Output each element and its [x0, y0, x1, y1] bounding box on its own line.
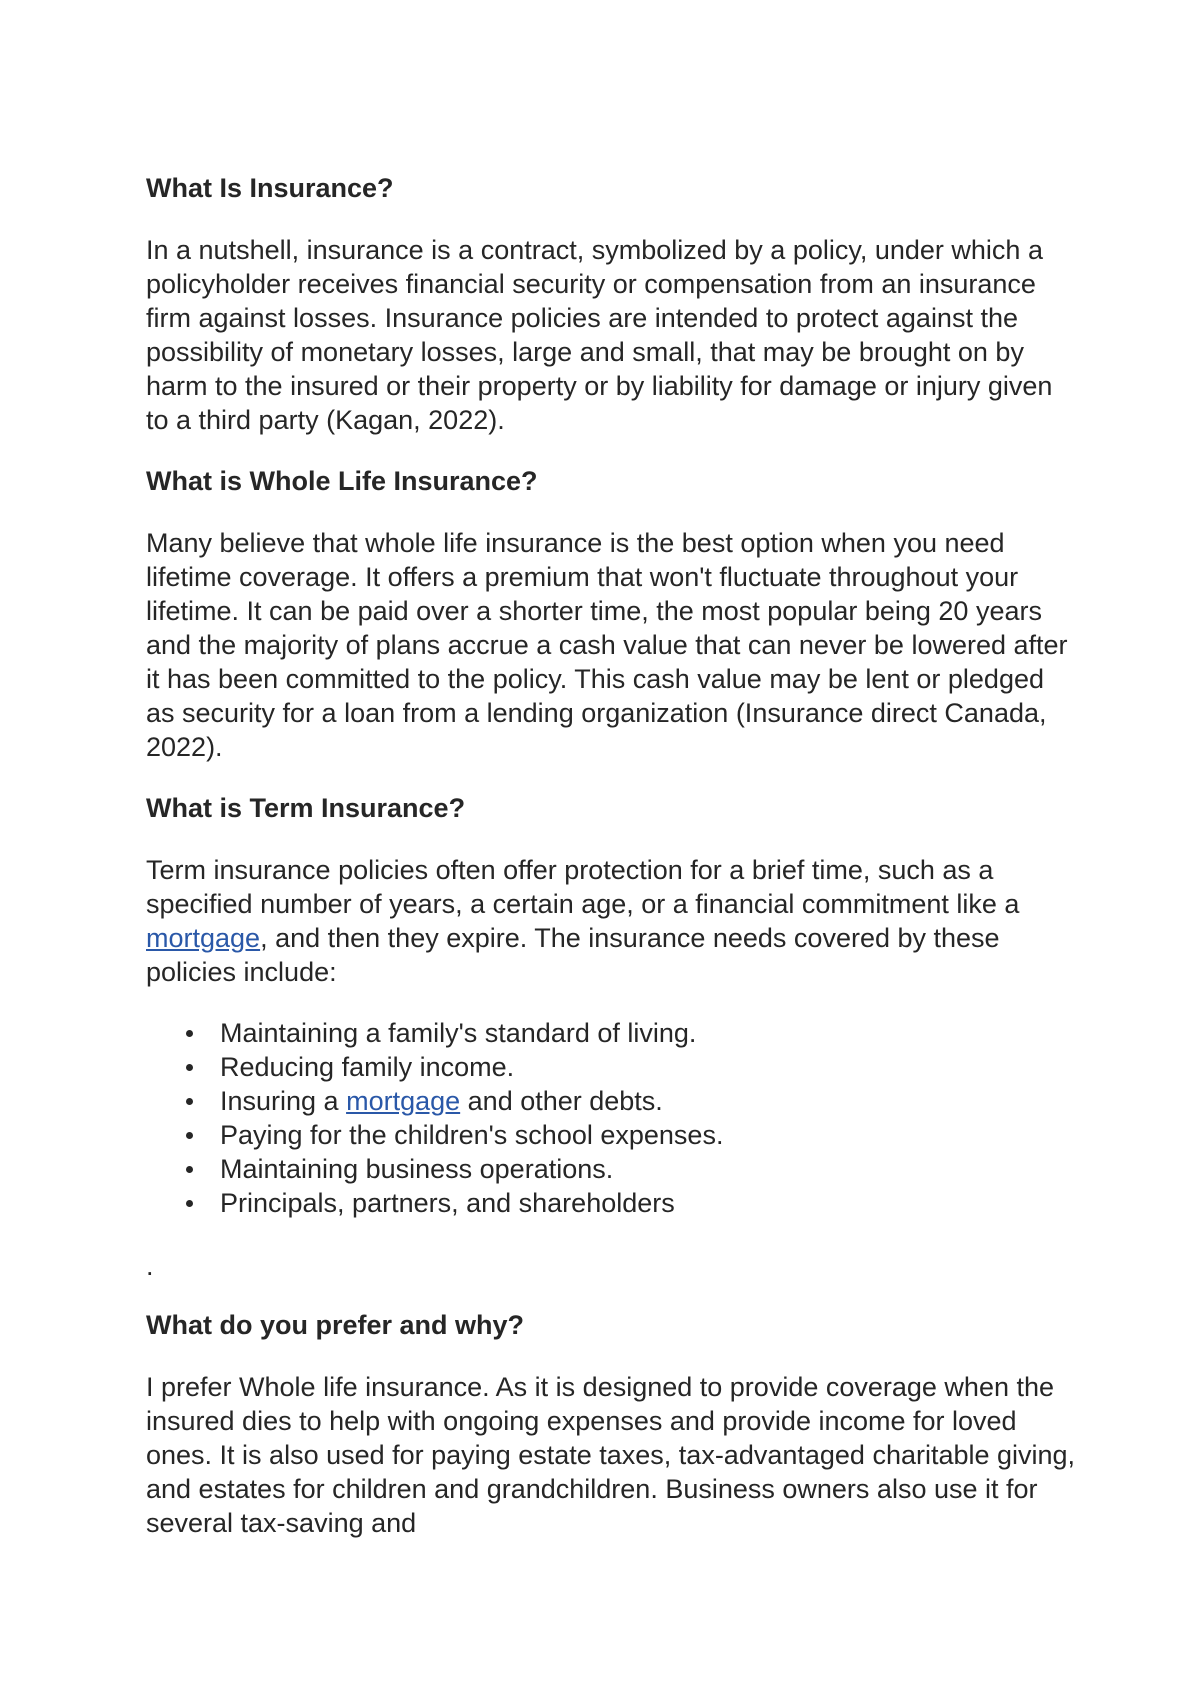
- stray-period: .: [146, 1251, 154, 1281]
- heading-what-is-insurance: What Is Insurance?: [146, 173, 394, 203]
- list-item-text-before-link: Insuring a: [220, 1086, 347, 1116]
- term-text-after-link: , and then they expire. The insurance needs covered by these policies include:: [146, 923, 1000, 987]
- paragraph-preference-reason: I prefer Whole life insurance. As it is designed to provide coverage when the insured dies to help with ongoing expenses and provide income for loved ones. It is also used for paying estate taxes, tax-advantaged charitable giving, and estates for children and grandchildren. Business owners also use it for several tax-saving and: [146, 1372, 1076, 1538]
- heading-whole-life-insurance: What is Whole Life Insurance?: [146, 466, 538, 496]
- document-page: [146, 171, 1076, 1540]
- list-item: Paying for the children's school expenses.: [146, 1118, 1076, 1152]
- heading-preference: What do you prefer and why?: [146, 1310, 525, 1340]
- list-item: Reducing family income.: [146, 1050, 1076, 1084]
- term-text-before-link: Term insurance policies often offer protection for a brief time, such as a specified number of years, a certain age, or a financial commitment like a: [146, 855, 1020, 919]
- list-item-text-after-link: and other debts.: [460, 1086, 663, 1116]
- heading-term-insurance: What is Term Insurance?: [146, 793, 466, 823]
- paragraph-term-description: [146, 853, 1076, 989]
- list-item: Principals, partners, and shareholders: [146, 1186, 1076, 1220]
- mortgage-link[interactable]: mortgage: [146, 923, 261, 953]
- list-item: [146, 1084, 1076, 1118]
- paragraph-insurance-definition: In a nutshell, insurance is a contract, symbolized by a policy, under which a policyholder receives financial security or compensation from an insurance firm against losses. Insurance policies are intended to protect against the possibility of monetary losses, large and small, that may be brought on by harm to the insured or their property or by liability for damage or injury given to a third party (Kagan, 2022).: [146, 235, 1053, 435]
- paragraph-whole-life-description: Many believe that whole life insurance is the best option when you need lifetime coverage. It offers a premium that won't fluctuate throughout your lifetime. It can be paid over a shorter time, the most popular being 20 years and the majority of plans accrue a cash value that can never be lowered after it has been committed to the policy. This cash value may be lent or pledged as security for a loan from a lending organization (Insurance direct Canada, 2022).: [146, 528, 1068, 762]
- mortgage-link-bullet[interactable]: mortgage: [346, 1086, 461, 1116]
- term-needs-list: [146, 1016, 1076, 1220]
- list-item: Maintaining business operations.: [146, 1152, 1076, 1186]
- list-item: Maintaining a family's standard of living.: [146, 1016, 1076, 1050]
